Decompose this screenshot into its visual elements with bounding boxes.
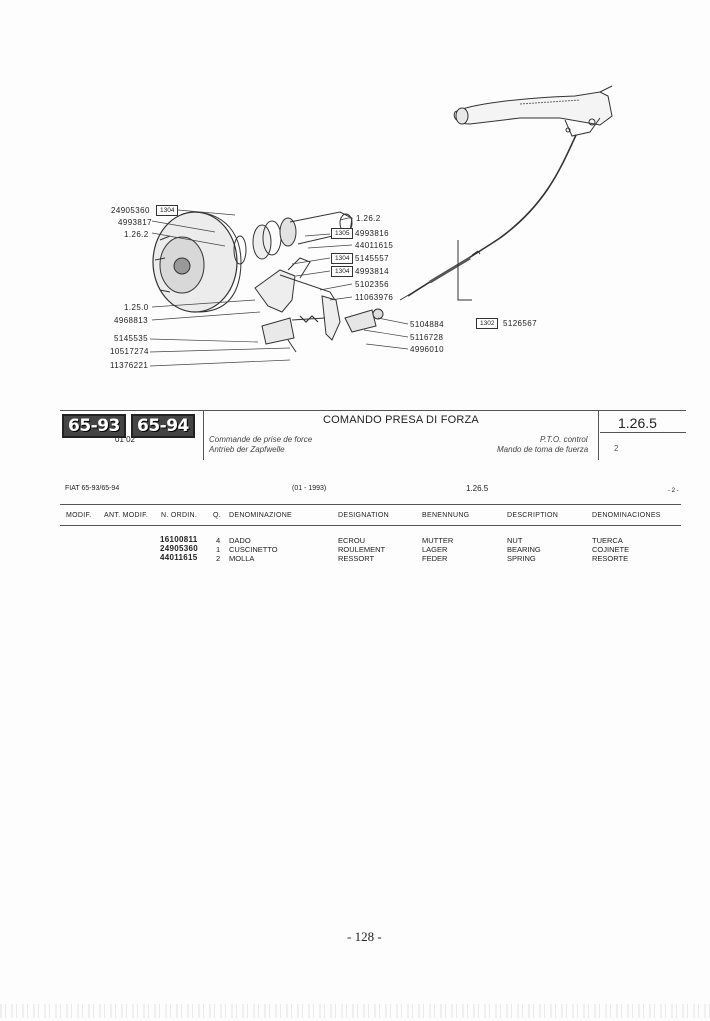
subheader-ref: 1.26.5 (466, 484, 489, 493)
sheet-number: 2 (614, 444, 619, 453)
col-denominazione: DENOMINAZIONE (229, 512, 293, 519)
lever-handle-drawing (454, 86, 612, 136)
reference-box-left: 1304 (156, 205, 178, 216)
header-date: 01 02 (115, 435, 136, 444)
col-denominaciones: DENOMINACIONES (592, 512, 661, 519)
col-modif: MODIF. (66, 512, 92, 519)
name-de: MUTTER (422, 536, 454, 545)
model-range: FIAT 65-93/65-94 (65, 485, 120, 492)
part-label-44011615: 44011615 (355, 241, 394, 250)
name-it: CUSCINETTO (229, 545, 278, 554)
quantity: 1 (216, 545, 221, 554)
part-label-4993816: 4993816 (355, 229, 389, 238)
header-divider-right (598, 410, 599, 460)
name-fr: ROULEMENT (338, 545, 386, 554)
part-label-11063976: 11063976 (355, 293, 394, 302)
name-es: RESORTE (592, 554, 629, 563)
scan-noise-strip (0, 1004, 710, 1018)
name-it: DADO (229, 536, 251, 545)
part-label-24905360: 24905360 (111, 206, 150, 215)
name-en: SPRING (507, 554, 536, 563)
part-label-5126567: 5126567 (503, 319, 537, 328)
title-english: P.T.O. control (540, 435, 588, 444)
header-divider-left (203, 410, 204, 460)
page-number: - 128 - (347, 929, 382, 944)
title-spanish: Mando de toma de fuerza (497, 445, 589, 454)
model-logo-65-94: 65-94 (131, 414, 195, 438)
cable-drawing (408, 135, 576, 296)
quantity: 4 (216, 536, 221, 545)
part-number: 24905360 (160, 544, 198, 553)
part-label-5104884: 5104884 (410, 320, 444, 329)
part-label-4993814: 4993814 (355, 267, 389, 276)
title-german: Antrieb der Zapfwelle (209, 445, 285, 454)
name-en: BEARING (507, 545, 541, 554)
header-top-rule (60, 410, 686, 411)
part-label-5145557: 5145557 (355, 254, 389, 263)
model-logo-65-93: 65-93 (62, 414, 126, 438)
page-mark: - 2 - (668, 488, 679, 494)
part-label-4968813: 4968813 (114, 316, 148, 325)
section-reference: 1.26.5 (618, 415, 657, 431)
table-header-rule (60, 525, 681, 526)
col-description: DESCRIPTION (507, 512, 559, 519)
name-it: MOLLA (229, 554, 255, 563)
part-label-1-25-0: 1.25.0 (124, 303, 149, 312)
col-benennung: BENENNUNG (422, 512, 470, 519)
part-number: 16100811 (160, 535, 198, 544)
name-es: COJINETE (592, 545, 630, 554)
quantity: 2 (216, 554, 221, 563)
title-french: Commande de prise de force (209, 435, 313, 444)
part-label-1-26-2-right: 1.26.2 (356, 214, 381, 223)
name-de: LAGER (422, 545, 448, 554)
col-n-ordin: N. ORDIN. (161, 512, 198, 519)
part-label-4993817: 4993817 (118, 218, 152, 227)
part-number: 44011615 (160, 553, 198, 562)
part-label-1-26-2-left: 1.26.2 (124, 230, 149, 239)
title-italian: COMANDO PRESA DI FORZA (323, 414, 479, 426)
table-top-rule (60, 504, 681, 505)
reference-box-1302: 1302 (476, 318, 498, 329)
name-es: TUERCA (592, 536, 623, 545)
part-label-5116728: 5116728 (410, 333, 444, 342)
part-label-4996010: 4996010 (410, 345, 444, 354)
part-label-10517274: 10517274 (110, 347, 149, 356)
name-de: FEDER (422, 554, 448, 563)
header-ref-rule (600, 432, 686, 433)
col-q: Q. (213, 512, 221, 519)
part-label-5145535: 5145535 (114, 334, 148, 343)
name-en: NUT (507, 536, 523, 545)
period: (01 - 1993) (292, 485, 327, 492)
reference-box-1304-a: 1304 (331, 253, 353, 264)
name-fr: RESSORT (338, 554, 375, 563)
reference-box-1305: 1305 (331, 228, 353, 239)
part-label-5102356: 5102356 (355, 280, 389, 289)
name-fr: ECROU (338, 536, 366, 545)
col-designation: DESIGNATION (338, 512, 390, 519)
exploded-parts-diagram (0, 0, 710, 400)
reference-box-1304-b: 1304 (331, 266, 353, 277)
col-ant-modif: ANT. MODIF. (104, 512, 149, 519)
part-label-11376221: 11376221 (110, 361, 149, 370)
